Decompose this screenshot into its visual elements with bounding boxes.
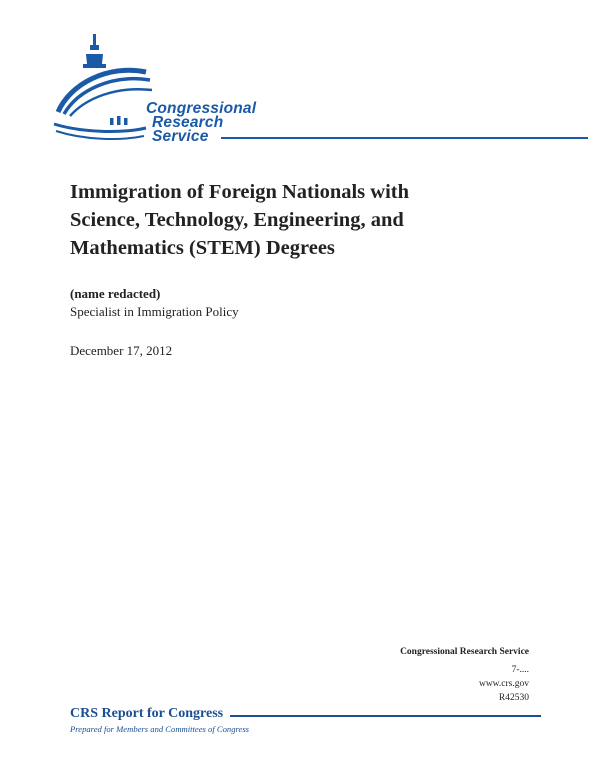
publisher-phone: 7-.... [511, 665, 529, 675]
footer-subtitle: Prepared for Members and Committees of Congress [70, 724, 250, 734]
report-id: R42530 [498, 693, 529, 703]
footer-title: CRS Report for Congress [70, 706, 224, 721]
report-date: December 17, 2012 [70, 343, 173, 358]
title-line: Immigration of Foreign Nationals with [70, 181, 410, 203]
logo-line-research: Research [152, 114, 224, 131]
crs-logo [50, 28, 550, 148]
footer-divider [230, 715, 541, 717]
publisher-name: Congressional Research Service [400, 647, 529, 657]
publisher-url: www.crs.gov [478, 679, 529, 689]
title-line: Science, Technology, Engineering, and [70, 209, 404, 231]
author-role: Specialist in Immigration Policy [70, 304, 239, 319]
publisher-info [400, 645, 529, 705]
logo-divider [221, 137, 588, 139]
logo-line-service: Service [152, 128, 209, 145]
logo-line-congressional: Congressional [146, 100, 257, 117]
report-title [70, 178, 510, 262]
author-name: (name redacted) [70, 286, 161, 301]
title-line: Mathematics (STEM) Degrees [70, 237, 335, 259]
